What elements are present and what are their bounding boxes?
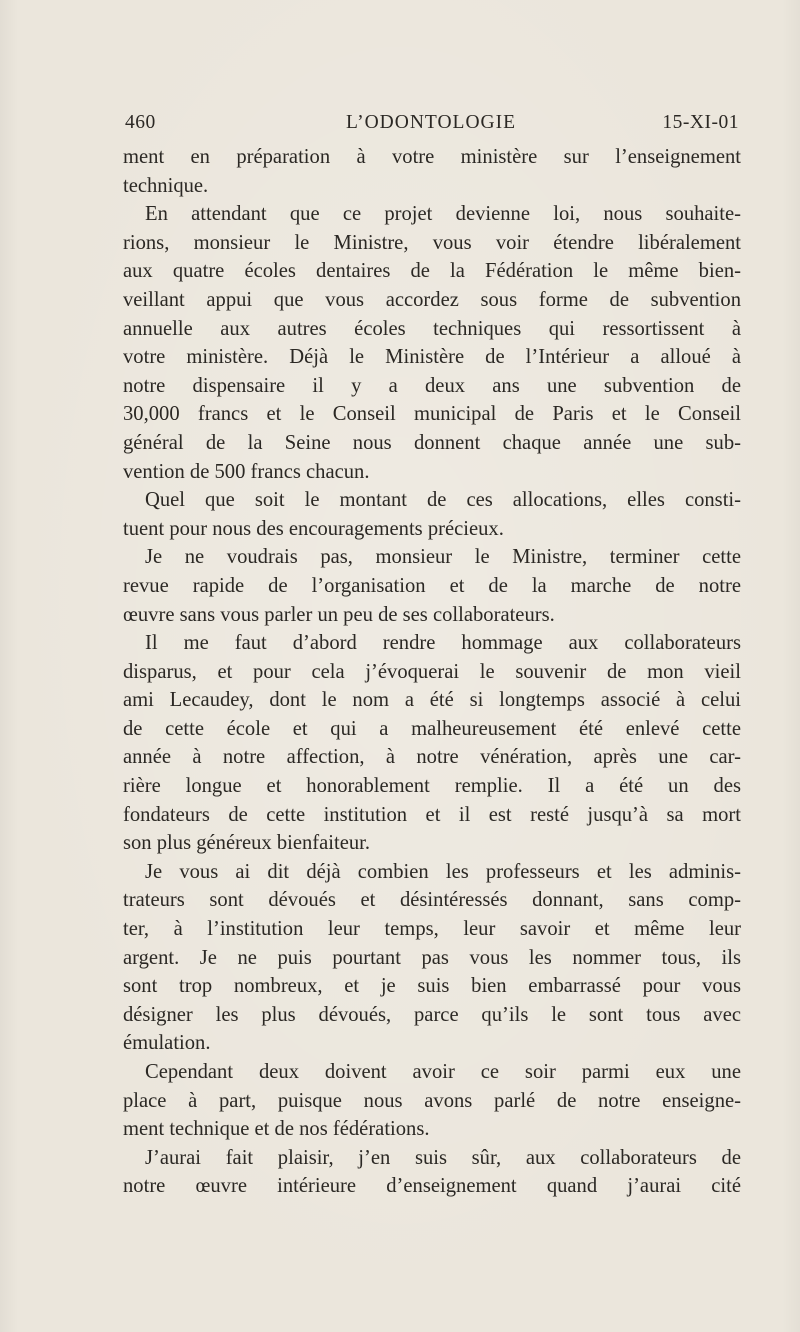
paragraph bbox=[123, 543, 741, 629]
text-line: tuent pour nous des encouragements précieux. bbox=[123, 517, 504, 540]
text-line: aux quatre écoles dentaires de la Fédération le même bien- bbox=[123, 260, 741, 283]
text-line: de cette école et qui a malheureusement été enlevé cette bbox=[123, 717, 741, 740]
paragraph bbox=[123, 1058, 741, 1144]
text-line: argent. Je ne puis pourtant pas vous les nommer tous, ils bbox=[123, 946, 741, 969]
text-line: désigner les plus dévoués, parce qu’ils le sont tous avec bbox=[123, 1003, 741, 1026]
text-line: rions, monsieur le Ministre, vous voir étendre libéralement bbox=[123, 231, 741, 254]
text-line: Quel que soit le montant de ces allocations, elles consti- bbox=[145, 489, 741, 512]
text-line: ami Lecaudey, dont le nom a été si longtemps associé à celui bbox=[123, 689, 741, 712]
running-title: L’ODONTOLOGIE bbox=[345, 112, 517, 133]
body-text bbox=[123, 143, 741, 1201]
text-line: général de la Seine nous donnent chaque année une sub- bbox=[123, 431, 741, 454]
page-number: 460 bbox=[125, 112, 156, 133]
running-header bbox=[123, 112, 739, 138]
text-line: ment en préparation à votre ministère sur l’enseignement bbox=[123, 146, 741, 168]
text-line: veillant appui que vous accordez sous forme de subvention bbox=[123, 288, 741, 311]
text-line: ment technique et de nos fédérations. bbox=[123, 1118, 430, 1141]
text-line: ter, à l’institution leur temps, leur savoir et même leur bbox=[123, 918, 741, 941]
text-line: vention de 500 francs chacun. bbox=[123, 460, 370, 483]
text-line: Il me faut d’abord rendre hommage aux collaborateurs bbox=[145, 632, 741, 655]
text-line: sont trop nombreux, et je suis bien embarrassé pour vous bbox=[123, 975, 741, 998]
text-line: place à part, puisque nous avons parlé de notre enseigne- bbox=[123, 1089, 741, 1112]
paragraph bbox=[123, 143, 741, 200]
text-line: notre dispensaire il y a deux ans une subvention de bbox=[123, 374, 741, 397]
text-line: disparus, et pour cela j’évoquerai le souvenir de mon vieil bbox=[123, 660, 741, 683]
text-line: rière longue et honorablement remplie. Il a été un des bbox=[123, 775, 741, 798]
paragraph bbox=[123, 629, 741, 858]
text-line: 30,000 francs et le Conseil municipal de Paris et le Conseil bbox=[123, 403, 741, 426]
text-line: fondateurs de cette institution et il est resté jusqu’à sa mort bbox=[123, 803, 741, 826]
text-line: revue rapide de l’organisation et de la marche de notre bbox=[123, 574, 741, 597]
text-line: trateurs sont dévoués et désintéressés donnant, sans comp- bbox=[123, 889, 741, 912]
text-line: Cependant deux doivent avoir ce soir parmi eux une bbox=[145, 1061, 741, 1083]
text-line: En attendant que ce projet devienne loi, nous souhaite- bbox=[145, 203, 741, 226]
text-line: notre œuvre intérieure d’enseignement quand j’aurai cité bbox=[123, 1175, 741, 1198]
text-line: Je vous ai dit déjà combien les professeurs et les adminis- bbox=[145, 860, 741, 883]
text-line: Je ne voudrais pas, monsieur le Ministre, terminer cette bbox=[145, 546, 741, 569]
paragraph bbox=[123, 200, 741, 486]
paragraph bbox=[123, 858, 741, 1058]
paragraph bbox=[123, 486, 741, 543]
text-line: J’aurai fait plaisir, j’en suis sûr, aux collaborateurs de bbox=[145, 1146, 741, 1169]
text-line: son plus généreux bienfaiteur. bbox=[123, 832, 371, 855]
text-line: émulation. bbox=[123, 1032, 211, 1055]
text-line: année à notre affection, à notre vénération, après une car- bbox=[123, 746, 741, 769]
text-line: votre ministère. Déjà le Ministère de l’Intérieur a alloué à bbox=[123, 346, 741, 369]
header-date: 15-XI-01 bbox=[662, 112, 739, 133]
text-line: œuvre sans vous parler un peu de ses collaborateurs. bbox=[123, 603, 555, 626]
paragraph bbox=[123, 1144, 741, 1201]
text-line: annuelle aux autres écoles techniques qui ressortissent à bbox=[123, 317, 741, 340]
text-line: technique. bbox=[123, 174, 209, 197]
